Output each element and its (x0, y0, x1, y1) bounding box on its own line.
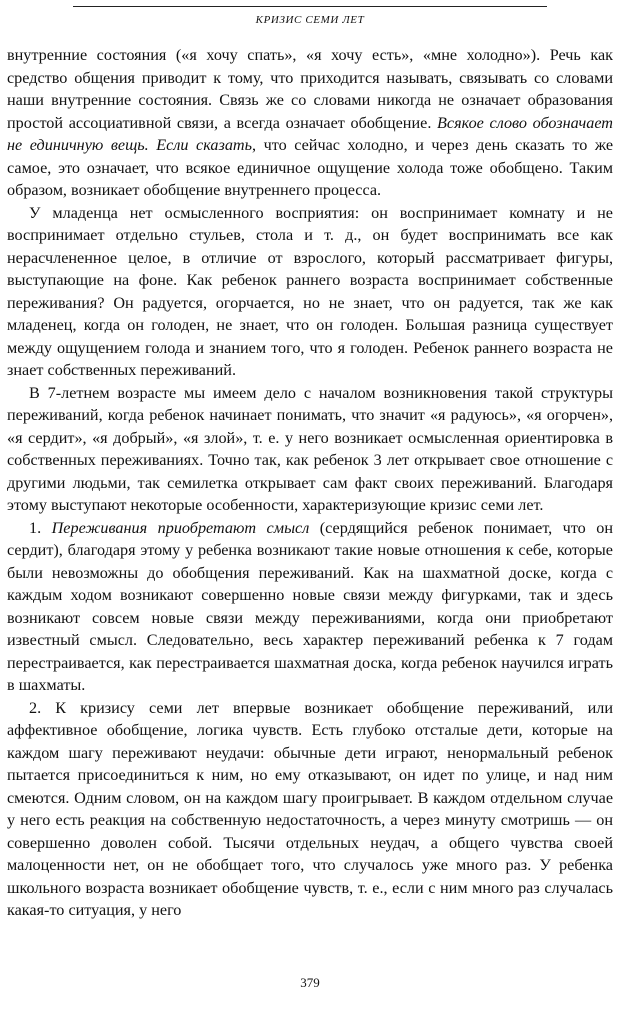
header-rule (73, 6, 547, 7)
text-run: У младенца нет осмысленного восприятия: он воспринимает комнату и не воспринимает отдельно стульев, стола и т. д., он будет воспринимать все как нерасчлененное целое, в отличие от взрослого, который рассматривает фигуры, выступающие на фоне. Как ребенок раннего возраста воспринимает собственные переживания? Он радуется, огорчается, но не знает, что он радуется, так же как младенец, когда он голоден, не знает, что он голоден. Большая разница существует между ощущением голода и знанием того, что я голоден. Ребенок раннего возраста не знает собственных переживаний. (7, 203, 613, 379)
paragraph (7, 202, 613, 382)
text-run: внутренние состояния («я хочу спать», «я хочу есть», «мне холодно»). Речь как средство общения приводит к тому, что приходится называть, связывать со словами наши внутренние состояния. Связь же со словами никогда не означает образования простой ассоциативной связи, а всегда означает обобщение. (7, 46, 613, 132)
text-run: , что сейчас холодно, и через день сказать то же самое, это означает, что всякое единичное ощущение холода тоже обобщено. Таким образом, возникает обобщение внутреннего процесса. (7, 136, 614, 199)
body-text (7, 44, 613, 922)
text-run: 2. К кризису семи лет впервые возникает обобщение переживаний, или аффективное обобщение, логика чувств. Есть глубоко отсталые дети, которые на каждом шагу переживают неудачи: обычные дети играют, ненормальный ребенок пытается присоединиться к ним, но ему отказывают, он идет по улице, и над ним смеются. Одним словом, он на каждом шагу проигрывает. В каждом отдельном случае у него есть реакция на собственную недостаточность, а через минуту смотришь — он совершенно доволен собой. Тысячи отдельных неудач, а общего чувства своей малоценности нет, он не обобщает того, что случалось уже много раз. У ребенка школьного возраста возникает обобщение чувств, т. е., если с ним много раз случалась какая-то ситуация, у него (7, 698, 613, 919)
text-run: В 7-летнем возрасте мы имеем дело с началом возникновения такой структуры переживаний, когда ребенок начинает понимать, что значит «я радуюсь», «я огорчен», «я сердит», «я добрый», «я злой», т. е. у него возникает осмысленная ориентировка в собственных переживаниях. Точно так, как ребенок 3 лет открывает свое отношение с другими людьми, так семилетка открывает сам факт своих переживаний. Благодаря этому выступают некоторые особенности, характеризующие кризис семи лет. (7, 383, 613, 514)
running-head: КРИЗИС СЕМИ ЛЕТ (255, 14, 365, 26)
paragraph (7, 44, 613, 202)
text-run: 1. (29, 518, 52, 537)
italic-text: Если сказать (156, 136, 252, 154)
paragraph (7, 382, 613, 517)
page-number: 379 (300, 975, 320, 990)
paragraph (7, 697, 613, 922)
italic-text: Всякое слово обозначает не единичную вещь. (7, 113, 614, 154)
italic-text: Переживания приобретают смысл (51, 518, 310, 537)
text-run: (сердящийся ребенок понимает, что он сердит), благодаря этому у ребенка возникают такие новые отношения к себе, которые были невозможны до обобщения переживаний. Как на шахматной доске, когда с каждым ходом возникают совершенно новые связи между фигурками, так и здесь возникают совсем новые связи между переживаниями, когда они приобретают известный смысл. Следовательно, весь характер переживаний ребенка к 7 годам перестраивается, как перестраивается шахматная доска, когда ребенок научился играть в шахматы. (7, 518, 614, 694)
paragraph (7, 517, 613, 697)
